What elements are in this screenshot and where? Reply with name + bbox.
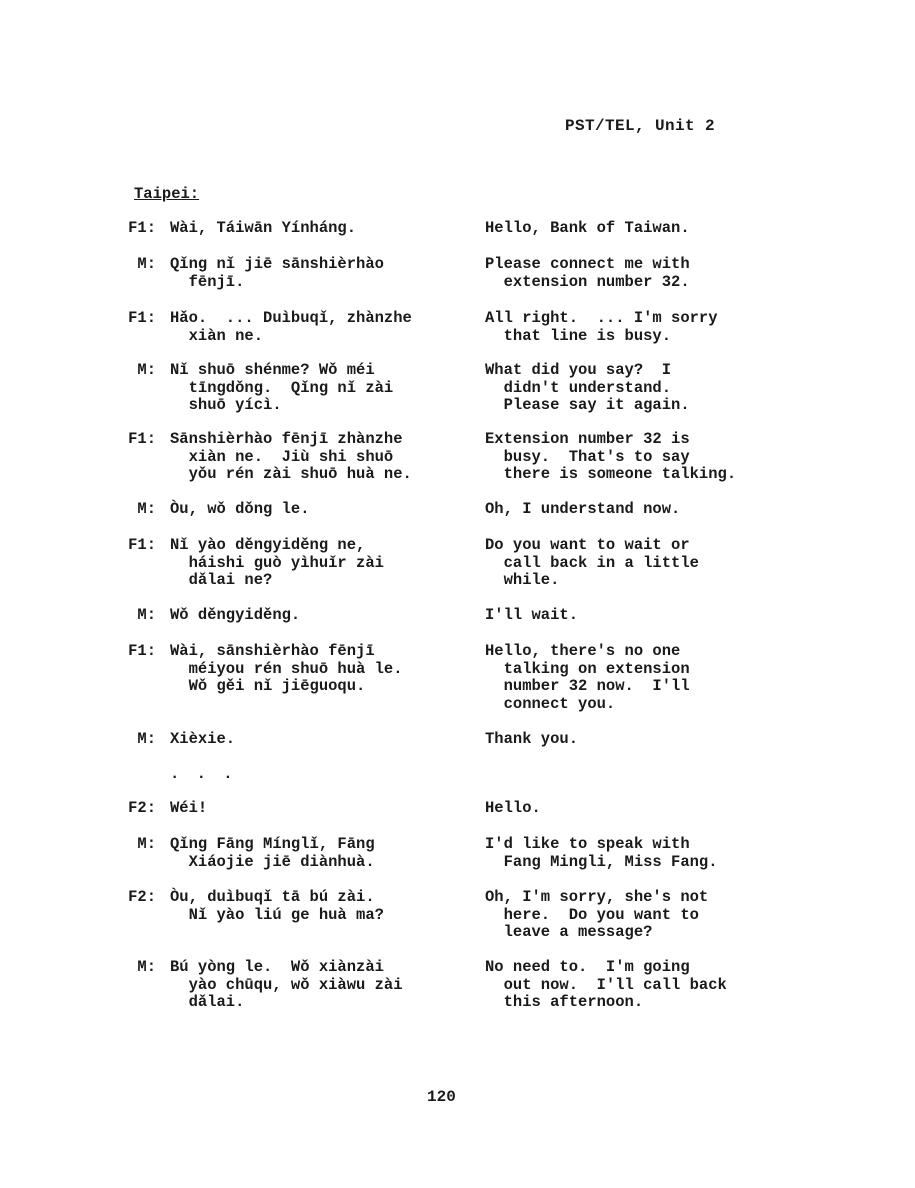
english-line: I'll wait.: [485, 606, 579, 624]
chinese-line: Bú yòng le. Wǒ xiànzài yào chūqu, wǒ xiàwu zài dǎlai.: [170, 958, 403, 1011]
speaker-label: F1:: [128, 309, 156, 327]
english-line: Oh, I'm sorry, she's not here. Do you want to leave a message?: [485, 888, 709, 941]
english-line: Do you want to wait or call back in a little while.: [485, 536, 699, 589]
english-line: Hello, Bank of Taiwan.: [485, 219, 690, 237]
english-line: Extension number 32 is busy. That's to say there is someone talking.: [485, 430, 737, 483]
speaker-label: F1:: [128, 219, 156, 237]
ellipsis: . . .: [170, 765, 237, 783]
chinese-line: Wǒ děngyiděng.: [170, 606, 301, 624]
chinese-line: Sānshièrhào fēnjī zhànzhe xiàn ne. Jiù shi shuō yǒu rén zài shuō huà ne.: [170, 430, 412, 483]
speaker-label: M:: [137, 958, 156, 976]
english-line: I'd like to speak with Fang Mingli, Miss Fang.: [485, 835, 718, 871]
speaker-label: M:: [137, 730, 156, 748]
speaker-label: F1:: [128, 536, 156, 554]
english-line: Hello, there's no one talking on extension number 32 now. I'll connect you.: [485, 642, 690, 713]
speaker-label: F1:: [128, 642, 156, 660]
english-line: Hello.: [485, 799, 541, 817]
page-number: 120: [427, 1088, 456, 1106]
chinese-line: Xièxie.: [170, 730, 236, 748]
chinese-line: Òu, wǒ dǒng le.: [170, 500, 310, 518]
speaker-label: M:: [137, 500, 156, 518]
english-line: What did you say? I didn't understand. Please say it again.: [485, 361, 690, 414]
english-line: Thank you.: [485, 730, 579, 748]
speaker-label: M:: [137, 255, 156, 273]
chinese-line: Nǐ shuō shénme? Wǒ méi tīngdǒng. Qǐng nǐ zài shuō yícì.: [170, 361, 394, 414]
chinese-line: Wài, Táiwān Yínháng.: [170, 219, 357, 237]
place-heading: Taipei:: [134, 185, 200, 203]
speaker-label: M:: [137, 606, 156, 624]
english-line: No need to. I'm going out now. I'll call back this afternoon.: [485, 958, 727, 1011]
english-line: Please connect me with extension number 32.: [485, 255, 690, 291]
chinese-line: Òu, duìbuqǐ tā bú zài. Nǐ yào liú ge huà ma?: [170, 888, 384, 924]
speaker-label: F2:: [128, 888, 156, 906]
speaker-label: M:: [137, 361, 156, 379]
chinese-line: Hǎo. ... Duìbuqǐ, zhànzhe xiàn ne.: [170, 309, 412, 345]
chinese-line: Qǐng nǐ jiē sānshièrhào fēnjī.: [170, 255, 384, 291]
chinese-line: Wéi!: [170, 799, 208, 817]
speaker-label: M:: [137, 835, 156, 853]
speaker-label: F1:: [128, 430, 156, 448]
english-line: Oh, I understand now.: [485, 500, 681, 518]
chinese-line: Wài, sānshièrhào fēnjī méiyou rén shuō huà le. Wǒ gěi nǐ jiēguoqu.: [170, 642, 403, 695]
chinese-line: Qǐng Fāng Mínglǐ, Fāng Xiáojie jiē diànhuà.: [170, 835, 375, 871]
chinese-line: Nǐ yào děngyiděng ne, háishi guò yìhuǐr zài dǎlai ne?: [170, 536, 384, 589]
page-header: PST/TEL, Unit 2: [565, 117, 716, 135]
speaker-label: F2:: [128, 799, 156, 817]
english-line: All right. ... I'm sorry that line is busy.: [485, 309, 718, 345]
